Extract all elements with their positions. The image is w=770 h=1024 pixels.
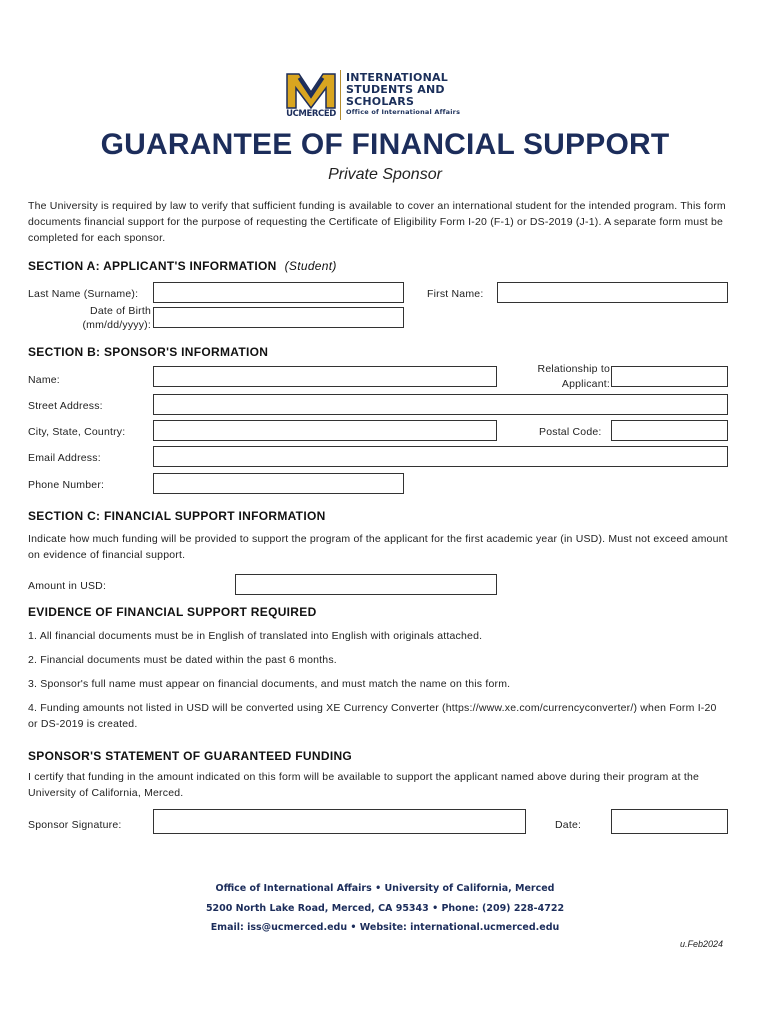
logo-divider [340, 70, 341, 120]
logo-line-1: INTERNATIONAL [346, 71, 448, 84]
signature-field[interactable] [153, 809, 526, 834]
logo-sub: Office of International Affairs [346, 108, 461, 116]
email-address-label: Email Address: [28, 452, 101, 464]
uc-merced-m-logo-icon [285, 70, 337, 120]
relationship-field[interactable] [611, 366, 728, 387]
city-state-country-label: City, State, Country: [28, 426, 126, 438]
amount-usd-field[interactable] [235, 574, 497, 595]
date-field[interactable] [611, 809, 728, 834]
first-name-field[interactable] [497, 282, 728, 303]
evidence-item-4: 4. Funding amounts not listed in USD will be converted using XE Currency Converter (https://www.xe.com/currencyconverter/) when Form I-20 or DS-2019 is created. [28, 702, 717, 730]
logo-line-2: STUDENTS AND [346, 83, 445, 96]
section-a-heading [28, 259, 337, 273]
street-address-label: Street Address: [28, 400, 103, 412]
footer-line-1: Office of International Affairs • University of California, Merced [215, 883, 555, 894]
page-subtitle: Private Sponsor [328, 166, 442, 183]
city-state-country-field[interactable] [153, 420, 497, 441]
phone-number-label: Phone Number: [28, 479, 105, 491]
footer-line-3: Email: iss@ucmerced.edu • Website: international.ucmerced.edu [210, 922, 560, 933]
email-address-field[interactable] [153, 446, 728, 467]
date-label: Date: [555, 819, 582, 831]
evidence-item-2: 2. Financial documents must be dated within the past 6 months. [28, 654, 337, 666]
logo-text [346, 72, 460, 117]
footer-line-2: 5200 North Lake Road, Merced, CA 95343 • Phone: (209) 228-4722 [205, 903, 565, 914]
dob-label [28, 304, 151, 332]
first-name-label: First Name: [427, 288, 484, 300]
last-name-field[interactable] [153, 282, 404, 303]
section-c-heading: SECTION C: FINANCIAL SUPPORT INFORMATION [28, 509, 326, 523]
relationship-label [500, 362, 610, 392]
street-address-field[interactable] [153, 394, 728, 415]
sponsor-name-field[interactable] [153, 366, 497, 387]
phone-number-field[interactable] [153, 473, 404, 494]
dob-field[interactable] [153, 307, 404, 328]
intro-text: The University is required by law to verify that sufficient funding is available to cover an international student for the intended program. This form documents financial support for the purpose of requesting the Certificate of Eligibility Form I-20 (F-1) or DS-2019 (J-1). A separate form must be completed for each sponsor. [28, 200, 726, 244]
last-name-label: Last Name (Surname): [28, 288, 139, 300]
sponsor-name-label: Name: [28, 374, 60, 386]
logo-line-3: SCHOLARS [346, 95, 415, 108]
relationship-label-line-2: Applicant: [561, 378, 610, 390]
section-b-heading: SECTION B: SPONSOR'S INFORMATION [28, 345, 269, 359]
evidence-item-1: 1. All financial documents must be in English of translated into English with originals attached. [28, 630, 483, 642]
signature-label: Sponsor Signature: [28, 819, 122, 831]
section-a-title: SECTION A: APPLICANT'S INFORMATION [28, 259, 277, 273]
page-title: GUARANTEE OF FINANCIAL SUPPORT [100, 128, 670, 161]
dob-label-line-1: Date of Birth [90, 305, 151, 317]
relationship-label-line-1: Relationship to [537, 363, 610, 375]
amount-usd-label: Amount in USD: [28, 580, 107, 592]
version-label: u.Feb2024 [679, 939, 723, 949]
statement-text: I certify that funding in the amount indicated on this form will be available to support the applicant named above during their program at the University of California, Merced. [28, 771, 700, 799]
evidence-heading: EVIDENCE OF FINANCIAL SUPPORT REQUIRED [28, 605, 317, 619]
section-a-note: (Student) [284, 259, 337, 273]
dob-label-line-2: (mm/dd/yyyy): [82, 319, 151, 331]
postal-code-label: Postal Code: [539, 426, 602, 438]
evidence-item-3: 3. Sponsor's full name must appear on financial documents, and must match the name on this form. [28, 678, 511, 690]
statement-heading: SPONSOR'S STATEMENT OF GUARANTEED FUNDING [28, 749, 353, 763]
logo-wordmark: UCMERCED [286, 109, 336, 119]
postal-code-field[interactable] [611, 420, 728, 441]
section-c-text: Indicate how much funding will be provided to support the program of the applicant for the first academic year (in USD). Must not exceed amount on evidence of financial support. [28, 533, 728, 561]
